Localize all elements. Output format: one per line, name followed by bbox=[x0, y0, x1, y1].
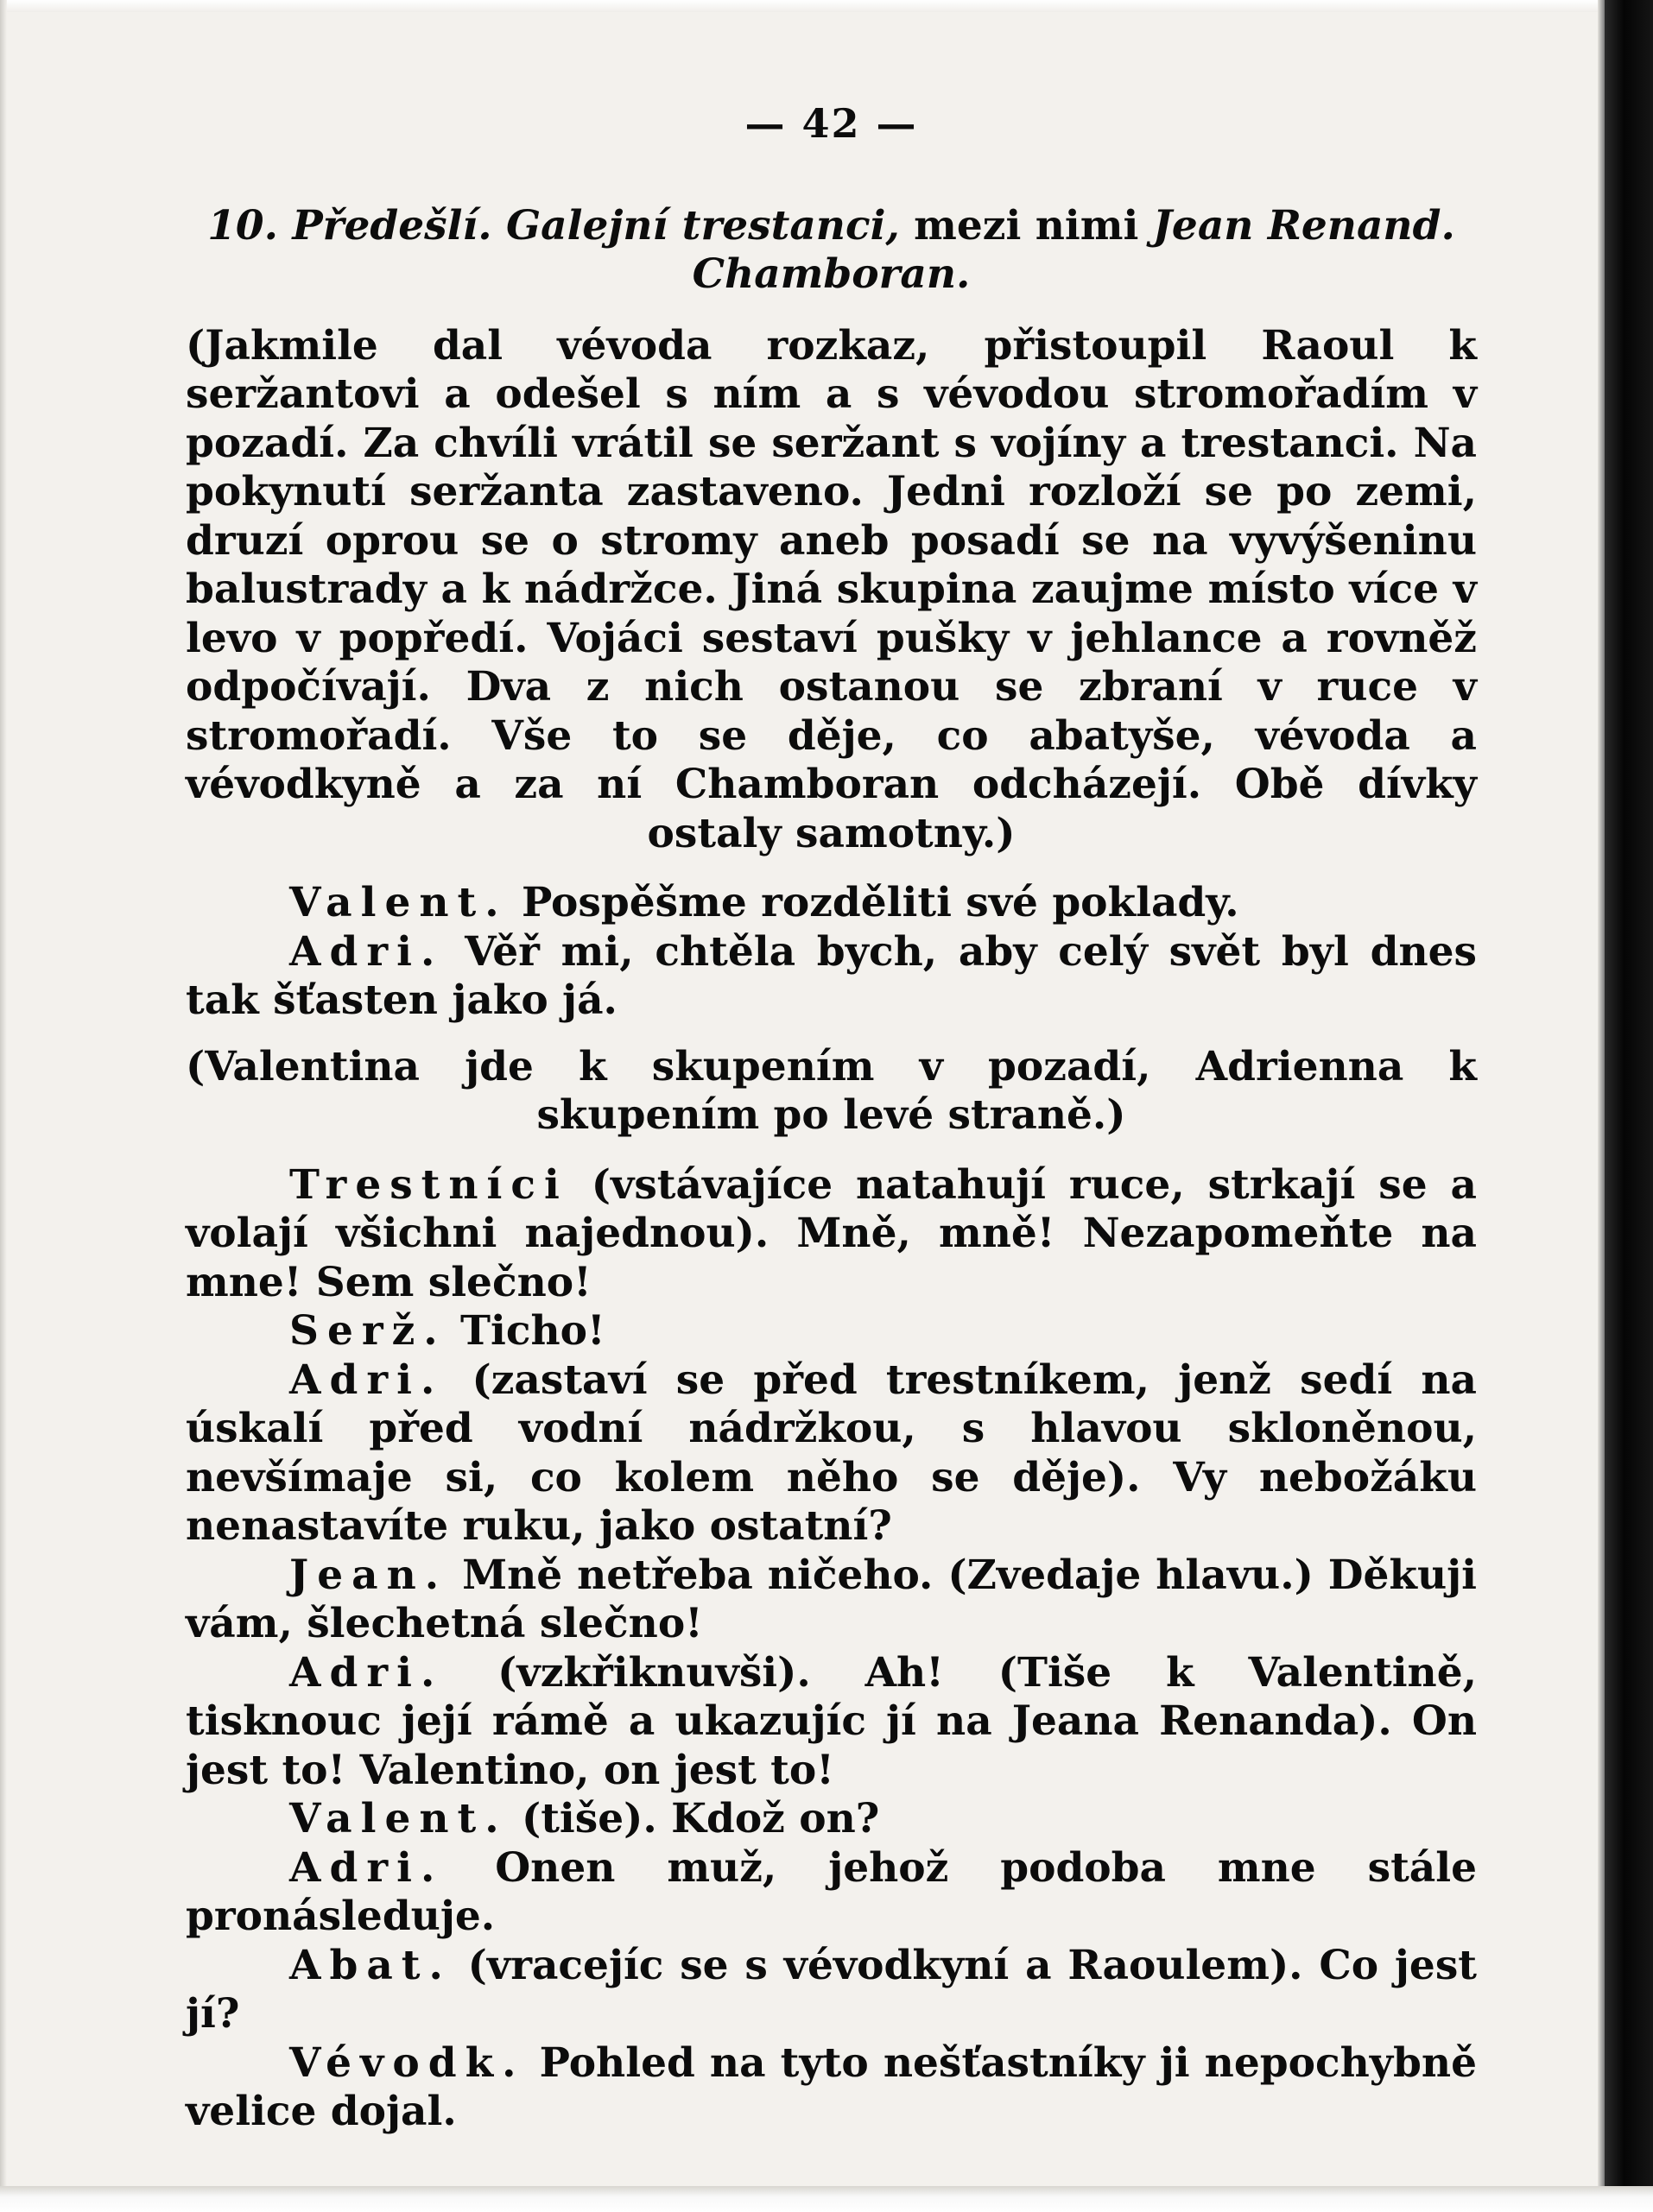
speech-text: (zastaví se před trestníkem, jenž sedí na úskalí před vodní nádržkou, s hlavou skloněnou, nevšímaje si, co kolem něho se děje). Vy nebožáku nenastavíte ruku, jako ostatní? bbox=[186, 1356, 1477, 1550]
speaker-name: Abat. bbox=[289, 1941, 452, 1989]
speech-line bbox=[186, 1844, 1477, 1942]
speech-text: Ticho! bbox=[446, 1307, 605, 1355]
speech-text: (vracejíc se s vévodkyní a Raoulem). Co jest jí? bbox=[186, 1941, 1477, 2038]
speaker-name: Adri. bbox=[289, 927, 444, 976]
scan-border-top bbox=[0, 0, 1653, 12]
scene-jean-renand: Jean Renand. bbox=[1152, 201, 1455, 250]
scan-border-right bbox=[1605, 0, 1653, 2212]
speech-line bbox=[186, 1356, 1477, 1552]
speaker-name: Serž. bbox=[289, 1307, 446, 1355]
speech-line bbox=[186, 1307, 1477, 1356]
scene-heading bbox=[186, 202, 1477, 300]
speaker-name: Trestníci bbox=[289, 1160, 568, 1209]
speech-line bbox=[186, 2039, 1477, 2137]
speaker-name: Adri. bbox=[289, 1356, 444, 1404]
speaker-name: Jean. bbox=[289, 1551, 448, 1599]
speaker-name: Vévodk. bbox=[289, 2038, 525, 2087]
stage-direction-2: (Valentina jde k skupením v pozadí, Adrienna k skupením po levé straně.) bbox=[186, 1042, 1477, 1139]
scan-border-bottom bbox=[0, 2186, 1653, 2212]
speech-text: Pohled na tyto nešťastníky ji nepochybně velice dojal. bbox=[186, 2038, 1477, 2135]
speech-text: Věř mi, chtěla bych, aby celý svět byl dnes tak šťasten jako já. bbox=[186, 927, 1477, 1024]
speech-line bbox=[186, 1649, 1477, 1796]
speech-text: Onen muž, jehož podoba mne stále pronásleduje. bbox=[186, 1843, 1477, 1940]
speech-line bbox=[186, 1942, 1477, 2039]
speaker-name: Adri. bbox=[289, 1648, 444, 1697]
speech-text: Pospěšme rozděliti své poklady. bbox=[507, 879, 1239, 926]
stage-direction-1: (Jakmile dal vévoda rozkaz, přistoupil Raoul k seržantovi a odešel s ním a s vévodou stromořadím v pozadí. Za chvíli vrátil se seržant s vojíny a trestanci. Na pokynutí seržanta zastaveno. Jedni rozloží se po zemi, druzí oprou se o stromy aneb posadí se na vyvýšeninu balustrady a k nádržce. Jiná skupina zaujme místo více v levo v popředí. Vojáci sestaví pušky v jehlance a rovněž odpočívají. Dva z nich ostanou se zbraní v ruce v stromořadí. Vše to se děje, co abatyše, vévoda a vévodkyně a za ní Chamboran odcházejí. Obě dívky ostaly samotny.) bbox=[186, 321, 1477, 857]
speaker-name: Valent. bbox=[289, 1795, 508, 1842]
scan-border-right-edge bbox=[1598, 0, 1605, 2212]
page-number: — 42 — bbox=[744, 100, 918, 147]
speaker-name: Valent. bbox=[289, 879, 508, 926]
speech-line bbox=[186, 928, 1477, 1026]
page-body bbox=[186, 99, 1477, 2137]
speech-line bbox=[186, 1795, 1477, 1844]
scene-galejni: Galejní trestanci, bbox=[506, 201, 900, 250]
speech-line bbox=[186, 1552, 1477, 1649]
scan-border-left bbox=[0, 0, 7, 2212]
speech-text: (vzkřiknuvši). Ah! (Tiše k Valentině, tisknouc její rámě a ukazujíc jí na Jeana Renanda). On jest to! Valentino, on jest to! bbox=[186, 1648, 1477, 1794]
speech-text: (tiše). Kdož on? bbox=[507, 1795, 880, 1842]
scene-chamboran: Chamboran. bbox=[692, 250, 971, 298]
scene-number: 10. bbox=[207, 201, 278, 250]
speech-line bbox=[186, 879, 1477, 928]
speech-line bbox=[186, 1161, 1477, 1308]
scene-predesli: Předešlí. bbox=[292, 201, 492, 250]
speech-text: Mně netřeba ničeho. (Zvedaje hlavu.) Děkuji vám, šlechetná slečno! bbox=[186, 1551, 1477, 1647]
speech-text: (vstávajíce natahují ruce, strkají se a volají všichni najednou). Mně, mně! Nezapomeňte na mne! Sem slečno! bbox=[186, 1160, 1477, 1306]
scene-mezi: mezi nimi bbox=[914, 201, 1139, 250]
speaker-name: Adri. bbox=[289, 1843, 444, 1892]
